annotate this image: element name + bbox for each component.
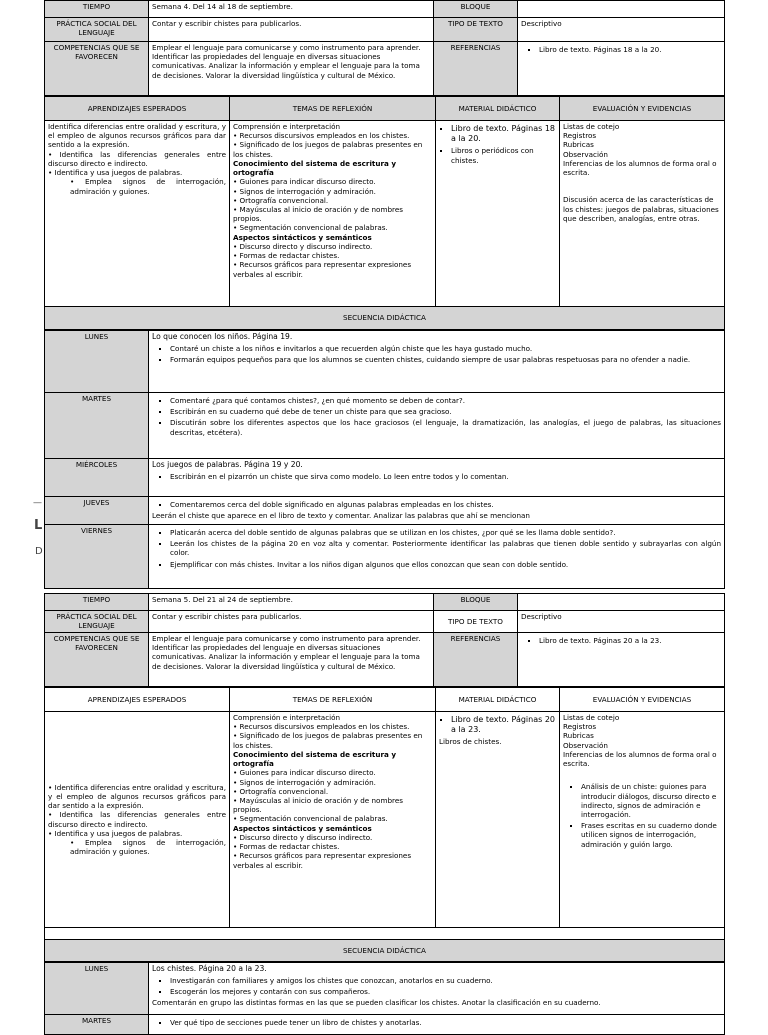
tema-item: Comprensión e interpretación: [233, 122, 341, 131]
referencias-item: ▪ Libro de texto. Páginas 20 a la 23.: [539, 636, 721, 645]
aprendizajes-cell: [45, 121, 230, 307]
aprendizaje-item: • Emplea signos de interrogación, admiración y guiones.: [70, 837, 226, 857]
aprendizajes-header: APRENDIZAJES ESPERADOS: [45, 97, 230, 121]
tiempo-value: Semana 4. Del 14 al 18 de septiembre.: [149, 1, 434, 18]
lunes-extra: Comentarán en grupo las distintas formas en las que se pueden clasificar los chistes. Anotar la clasificación en su cuaderno.: [152, 998, 601, 1008]
tipo-value: Descriptivo: [518, 611, 725, 633]
competencias-value: Emplear el lenguaje para comunicarse y como instrumento para aprender. Identificar las propiedades del lenguaje en diversas situaciones comunicativas. Analizar la información y emplear el lenguaje para la toma de decisiones. Valorar la diversidad lingüística y cultural de México.: [149, 633, 434, 687]
material-extra: Libros de chistes.: [439, 737, 502, 747]
material-item: ▪ Libro de texto. Páginas 20 a la 23.: [451, 715, 556, 735]
tipo-value: Descriptivo: [518, 18, 725, 42]
week1-sequence-table: [44, 330, 725, 589]
material-item: ▪ Libros o periódicos con chistes.: [451, 146, 556, 164]
tema-item: • Guiones para indicar discurso directo.: [233, 177, 376, 187]
tema-item: • Ortografía convencional.: [233, 786, 329, 796]
material-cell: [436, 712, 560, 928]
temas-header: TEMAS DE REFLEXIÓN: [230, 688, 436, 712]
evaluacion-item: Observación: [563, 149, 608, 159]
competencias-label: COMPETENCIAS QUE SE FAVORECEN: [45, 633, 149, 687]
tema-heading: Conocimiento del sistema de escritura y ortografía: [233, 749, 397, 769]
bloque-value: [518, 594, 725, 611]
week1-content-table: [44, 96, 725, 330]
tema-item: • Mayúsculas al inicio de oración y de nombres propios.: [233, 795, 403, 815]
jueves-extra: Leerán el chiste que aparece en el libro de texto y comentar. Analizar las palabras que ahí se mencionan: [152, 511, 530, 521]
secuencia-header: SECUENCIA DIDÁCTICA: [45, 940, 725, 962]
activity-item: ▪ Leerán los chistes de la página 20 en voz alta y comentar. Posteriormente identificar las palabras que tienen doble sentido y subrayarlas con algún color.: [170, 539, 721, 557]
lunes-title: Los chistes. Página 20 a la 23.: [152, 964, 267, 973]
martes-content: [149, 1015, 725, 1035]
evaluacion-item: Registros: [563, 131, 597, 141]
referencias-item: ▪ Libro de texto. Páginas 18 a la 20.: [539, 45, 721, 54]
aprendizaje-item: • Identifica las diferencias generales entre discurso directo e indirecto.: [48, 810, 226, 829]
lunes-content: [149, 963, 725, 1015]
evaluacion-item: Listas de cotejo: [563, 122, 620, 131]
tema-item: • Segmentación convencional de palabras.: [233, 814, 388, 824]
aprendizaje-item: • Identifica y usa juegos de palabras.: [48, 828, 183, 838]
evaluacion-item: Rubricas: [563, 140, 594, 150]
aprendizaje-item: • Identifica las diferencias generales entre discurso directo e indirecto.: [48, 149, 226, 168]
jueves-content: [149, 497, 725, 525]
tema-heading: Aspectos sintácticos y semánticos: [233, 232, 372, 242]
tema-item: • Significado de los juegos de palabras presentes en los chistes.: [233, 140, 423, 159]
referencias-label: REFERENCIAS: [434, 42, 518, 96]
aprendizaje-item: • Emplea signos de interrogación, admiración y guiones.: [70, 177, 226, 196]
spacer-row: [45, 928, 725, 940]
aprendizajes-header: APRENDIZAJES ESPERADOS: [45, 688, 230, 712]
miercoles-title: Los juegos de palabras. Página 19 y 20.: [152, 460, 303, 469]
evaluacion-header: EVALUACIÓN Y EVIDENCIAS: [560, 688, 725, 712]
referencias-value: [518, 633, 725, 687]
evaluacion-item: Discusión acerca de las características de los chistes: juegos de palabras, situaciones que describen, analogías, entre otras.: [563, 195, 719, 223]
left-margin-dash: —: [33, 498, 42, 508]
bloque-label: BLOQUE: [434, 1, 518, 18]
material-header: MATERIAL DIDÁCTICO: [436, 97, 560, 121]
miercoles-content: [149, 459, 725, 497]
left-margin-letter-l: L: [34, 518, 43, 533]
evaluacion-bullet: ▪ Frases escritas en su cuaderno donde utilicen signos de interrogación, admiración y guión largo.: [581, 821, 721, 849]
evaluacion-cell: [560, 121, 725, 307]
tema-heading: Conocimiento del sistema de escritura y ortografía: [233, 158, 397, 178]
activity-item: ▪ Investigarán con familiares y amigos los chistes que conozcan, anotarlos en su cuaderno.: [170, 976, 721, 985]
practica-value: Contar y escribir chistes para publicarlos.: [149, 611, 434, 633]
aprendizaje-item: • Identifica y usa juegos de palabras.: [48, 168, 183, 178]
competencias-label: COMPETENCIAS QUE SE FAVORECEN: [45, 42, 149, 96]
referencias-value: [518, 42, 725, 96]
activity-item: ▪ Contaré un chiste a los niños e invitarlos a que recuerden algún chiste que les haya gustado mucho.: [170, 344, 721, 353]
activity-item: ▪ Formarán equipos pequeños para que los alumnos se cuenten chistes, cuidando siempre de usar palabras respetuosas para no ofender a nadie.: [170, 355, 721, 364]
temas-header: TEMAS DE REFLEXIÓN: [230, 97, 436, 121]
day-martes: MARTES: [45, 393, 149, 459]
tema-item: Comprensión e interpretación: [233, 713, 341, 722]
aprendizajes-cell: [45, 712, 230, 928]
tipo-label: TIPO DE TEXTO: [434, 18, 518, 42]
lunes-title: Lo que conocen los niños. Página 19.: [152, 332, 293, 341]
activity-item: ▪ Escribirán en el pizarrón un chiste que sirva como modelo. Lo leen entre todos y lo comentan.: [170, 472, 721, 481]
tema-item: • Signos de interrogación y admiración.: [233, 777, 376, 787]
evaluacion-item: Inferencias de los alumnos de forma oral o escrita.: [563, 158, 717, 178]
day-martes: MARTES: [45, 1015, 149, 1035]
tema-item: • Formas de redactar chistes.: [233, 251, 340, 261]
tiempo-value: Semana 5. Del 21 al 24 de septiembre.: [149, 594, 434, 611]
temas-cell: [230, 121, 436, 307]
evaluacion-item: Rubricas: [563, 731, 594, 741]
week2-sequence-table: [44, 962, 725, 1035]
day-lunes: LUNES: [45, 331, 149, 393]
martes-content: [149, 393, 725, 459]
temas-cell: [230, 712, 436, 928]
tema-item: • Recursos gráficos para representar expresiones verbales al escribir.: [233, 851, 412, 870]
evaluacion-item: Inferencias de los alumnos de forma oral o escrita.: [563, 749, 717, 769]
day-lunes: LUNES: [45, 963, 149, 1015]
tiempo-label: TIEMPO: [45, 594, 149, 611]
material-item: ▪ Libro de texto. Páginas 18 a la 20.: [451, 124, 556, 144]
bloque-value: [518, 1, 725, 18]
day-viernes: VIERNES: [45, 525, 149, 589]
tema-item: • Segmentación convencional de palabras.: [233, 223, 388, 233]
practica-label: PRÁCTICA SOCIAL DEL LENGUAJE: [45, 18, 149, 42]
lunes-content: [149, 331, 725, 393]
evaluacion-item: Registros: [563, 722, 597, 732]
week2-header-table: [44, 593, 725, 687]
day-jueves: JUEVES: [45, 497, 149, 525]
tema-item: • Formas de redactar chistes.: [233, 842, 340, 852]
activity-item: ▪ Platicarán acerca del doble sentido de algunas palabras que se utilizan en los chistes, ¿por qué se les llama doble sentido?.: [170, 528, 721, 537]
activity-item: ▪ Comentaré ¿para qué contamos chistes?, ¿en qué momento se deben de contar?.: [170, 396, 721, 405]
material-header: MATERIAL DIDÁCTICO: [436, 688, 560, 712]
activity-item: ▪ Discutirán sobre los diferentes aspectos que los hace graciosos (el lenguaje, la dramatización, las analogías, el juego de palabras, las situaciones descritas, etcétera).: [170, 418, 721, 436]
activity-item: ▪ Comentaremos cerca del doble significado en algunas palabras empleadas en los chistes.: [170, 500, 721, 509]
left-margin-letter-d: D: [35, 546, 43, 557]
tema-item: • Ortografía convencional.: [233, 195, 329, 205]
tema-item: • Mayúsculas al inicio de oración y de nombres propios.: [233, 204, 403, 224]
week2-content-table: [44, 687, 725, 962]
activity-item: ▪ Ver qué tipo de secciones puede tener un libro de chistes y anotarlas.: [170, 1018, 721, 1027]
tema-item: • Discurso directo y discurso indirecto.: [233, 241, 373, 251]
practica-value: Contar y escribir chistes para publicarlos.: [149, 18, 434, 42]
evaluacion-bullet: ▪ Análisis de un chiste: guiones para introducir diálogos, discurso directo e indirecto, signos de admiración e interrogación.: [581, 782, 721, 819]
material-cell: [436, 121, 560, 307]
day-miercoles: MIÉRCOLES: [45, 459, 149, 497]
tema-item: • Signos de interrogación y admiración.: [233, 186, 376, 196]
practica-label: PRÁCTICA SOCIAL DEL LENGUAJE: [45, 611, 149, 633]
tiempo-label: TIEMPO: [45, 1, 149, 18]
competencias-value: Emplear el lenguaje para comunicarse y como instrumento para aprender. Identificar las propiedades del lenguaje en diversas situaciones comunicativas. Analizar la información y emplear el lenguaje para la toma de decisiones. Valorar la diversidad lingüística y cultural de México.: [149, 42, 434, 96]
activity-item: ▪ Escogerán los mejores y contarán con sus compañeros.: [170, 987, 721, 996]
referencias-label: REFERENCIAS: [434, 633, 518, 687]
bloque-label: BLOQUE: [434, 594, 518, 611]
evaluacion-item: Observación: [563, 740, 608, 750]
evaluacion-header: EVALUACIÓN Y EVIDENCIAS: [560, 97, 725, 121]
evaluacion-cell: [560, 712, 725, 928]
tema-item: • Significado de los juegos de palabras presentes en los chistes.: [233, 731, 423, 750]
viernes-content: [149, 525, 725, 589]
tema-heading: Aspectos sintácticos y semánticos: [233, 823, 372, 833]
tipo-label: TIPO DE TEXTO: [434, 611, 518, 633]
evaluacion-item: Listas de cotejo: [563, 713, 620, 722]
week1-header-table: [44, 0, 725, 96]
tema-item: • Guiones para indicar discurso directo.: [233, 768, 376, 778]
activity-item: ▪ Escribirán en su cuaderno qué debe de tener un chiste para que sea gracioso.: [170, 407, 721, 416]
aprendizaje-item: Identifica diferencias entre oralidad y escritura, y el empleo de algunos recursos gráficos para dar sentido a la expresión.: [48, 122, 226, 150]
aprendizaje-item: • Identifica diferencias entre oralidad y escritura, y el empleo de algunos recursos gráficos para dar sentido a la expresión.: [48, 782, 226, 811]
planning-document: [44, 0, 724, 1027]
tema-item: • Recursos gráficos para representar expresiones verbales al escribir.: [233, 260, 412, 279]
tema-item: • Discurso directo y discurso indirecto.: [233, 832, 373, 842]
secuencia-header: SECUENCIA DIDÁCTICA: [45, 307, 725, 330]
tema-item: • Recursos discursivos empleados en los chistes.: [233, 131, 410, 141]
activity-item: ▪ Ejemplificar con más chistes. Invitar a los niños digan algunos que ellos conozcan que sean con doble sentido.: [170, 560, 721, 569]
tema-item: • Recursos discursivos empleados en los chistes.: [233, 722, 410, 732]
